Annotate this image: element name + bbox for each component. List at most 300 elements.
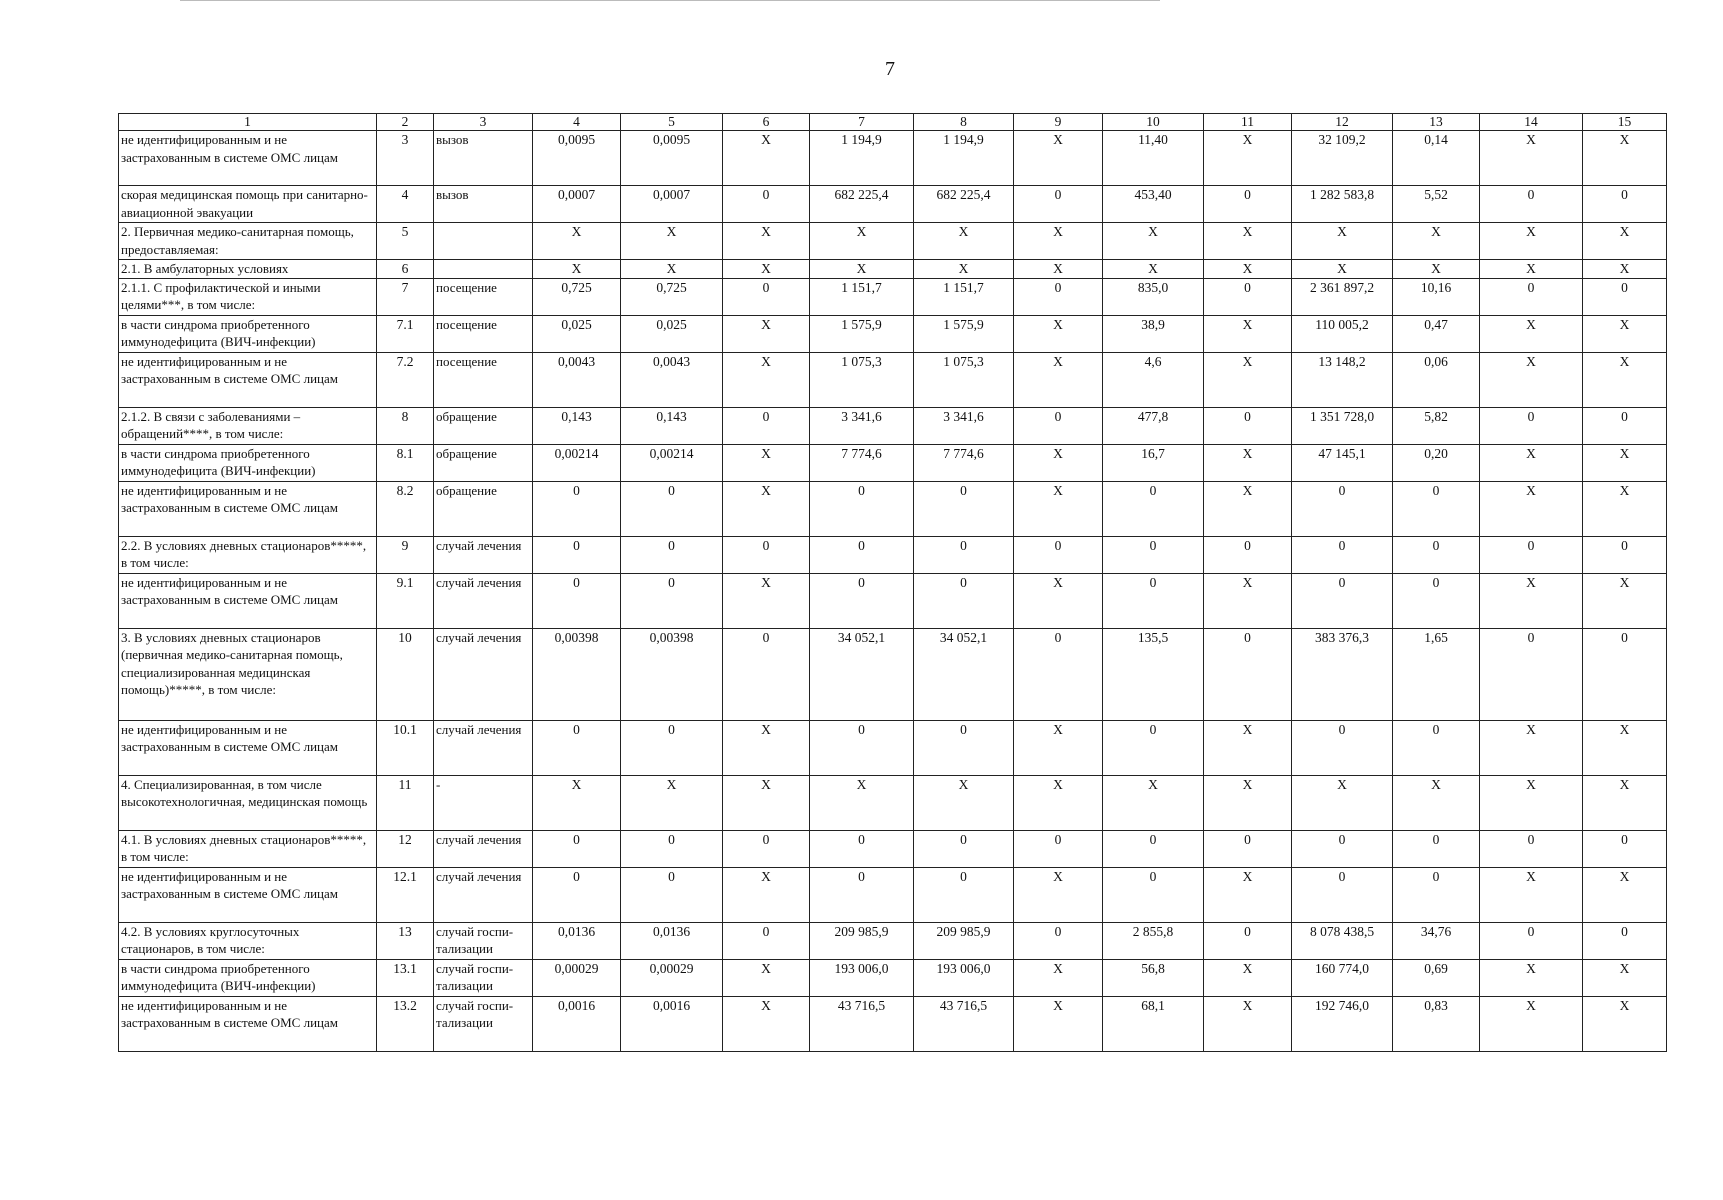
cell-col-12: 32 109,2 xyxy=(1292,131,1393,186)
row-unit: посещение xyxy=(434,315,533,352)
cell-col-8: X xyxy=(914,775,1014,830)
cell-col-9: 0 xyxy=(1014,922,1103,959)
cell-col-4: 0,0136 xyxy=(533,922,621,959)
cell-col-13: 5,82 xyxy=(1393,407,1480,444)
cell-col-10: 835,0 xyxy=(1103,278,1204,315)
cell-col-11: X xyxy=(1204,260,1292,279)
cell-col-14: X xyxy=(1480,959,1583,996)
cell-col-11: 0 xyxy=(1204,922,1292,959)
cell-col-5: 0,0043 xyxy=(621,352,723,407)
cell-col-4: 0,00214 xyxy=(533,444,621,481)
cell-col-8: 193 006,0 xyxy=(914,959,1014,996)
column-header-3: 3 xyxy=(434,114,533,131)
page-number: 7 xyxy=(885,58,895,80)
cell-col-6: X xyxy=(723,444,810,481)
row-unit: случай госпи-тализации xyxy=(434,959,533,996)
cell-col-4: 0,725 xyxy=(533,278,621,315)
cell-col-13: 5,52 xyxy=(1393,186,1480,223)
cell-col-7: 1 151,7 xyxy=(810,278,914,315)
cell-col-15: 0 xyxy=(1583,628,1667,720)
cell-col-8: 0 xyxy=(914,481,1014,536)
cell-col-7: 0 xyxy=(810,536,914,573)
cell-col-8: 3 341,6 xyxy=(914,407,1014,444)
cell-col-8: X xyxy=(914,260,1014,279)
cell-col-13: 0,14 xyxy=(1393,131,1480,186)
cell-col-8: 0 xyxy=(914,830,1014,867)
column-header-10: 10 xyxy=(1103,114,1204,131)
cell-col-7: 0 xyxy=(810,481,914,536)
cell-col-15: 0 xyxy=(1583,536,1667,573)
row-code: 9 xyxy=(377,536,434,573)
column-header-11: 11 xyxy=(1204,114,1292,131)
cell-col-11: X xyxy=(1204,573,1292,628)
cell-col-8: 0 xyxy=(914,720,1014,775)
cell-col-11: 0 xyxy=(1204,628,1292,720)
cell-col-15: X xyxy=(1583,996,1667,1051)
cell-col-14: X xyxy=(1480,481,1583,536)
cell-col-6: 0 xyxy=(723,407,810,444)
column-header-7: 7 xyxy=(810,114,914,131)
table-row xyxy=(119,444,1667,481)
row-name: 2. Первичная медико-санитарная помощь, предоставляемая: xyxy=(119,223,377,260)
row-code: 3 xyxy=(377,131,434,186)
row-unit: посещение xyxy=(434,278,533,315)
top-rule xyxy=(180,0,1160,1)
row-name: не идентифицированным и не застрахованным в системе ОМС лицам xyxy=(119,573,377,628)
cell-col-15: X xyxy=(1583,573,1667,628)
cell-col-4: 0 xyxy=(533,573,621,628)
column-header-13: 13 xyxy=(1393,114,1480,131)
cell-col-5: 0,00214 xyxy=(621,444,723,481)
cell-col-5: 0,725 xyxy=(621,278,723,315)
cell-col-8: 43 716,5 xyxy=(914,996,1014,1051)
cell-col-6: X xyxy=(723,996,810,1051)
row-name: 2.2. В условиях дневных стационаров*****, в том числе: xyxy=(119,536,377,573)
cell-col-15: X xyxy=(1583,867,1667,922)
row-unit: обращение xyxy=(434,444,533,481)
cell-col-14: 0 xyxy=(1480,628,1583,720)
cell-col-11: X xyxy=(1204,223,1292,260)
cell-col-15: X xyxy=(1583,775,1667,830)
cell-col-13: X xyxy=(1393,223,1480,260)
row-name: в части синдрома приобретенного иммунодефицита (ВИЧ-инфекции) xyxy=(119,315,377,352)
cell-col-7: 193 006,0 xyxy=(810,959,914,996)
cell-col-4: 0,0007 xyxy=(533,186,621,223)
column-header-14: 14 xyxy=(1480,114,1583,131)
table-row xyxy=(119,481,1667,536)
cell-col-4: X xyxy=(533,260,621,279)
cell-col-11: X xyxy=(1204,867,1292,922)
data-table xyxy=(118,113,1667,1052)
row-unit: вызов xyxy=(434,131,533,186)
cell-col-4: 0,143 xyxy=(533,407,621,444)
row-code: 12.1 xyxy=(377,867,434,922)
cell-col-12: 110 005,2 xyxy=(1292,315,1393,352)
cell-col-5: 0,00029 xyxy=(621,959,723,996)
cell-col-14: X xyxy=(1480,260,1583,279)
cell-col-8: 0 xyxy=(914,573,1014,628)
cell-col-10: 477,8 xyxy=(1103,407,1204,444)
cell-col-14: 0 xyxy=(1480,536,1583,573)
cell-col-9: X xyxy=(1014,959,1103,996)
cell-col-9: X xyxy=(1014,444,1103,481)
cell-col-5: 0,0095 xyxy=(621,131,723,186)
cell-col-11: X xyxy=(1204,315,1292,352)
cell-col-15: X xyxy=(1583,131,1667,186)
cell-col-11: 0 xyxy=(1204,186,1292,223)
cell-col-5: 0 xyxy=(621,720,723,775)
row-name: 3. В условиях дневных стационаров (первичная медико-санитарная помощь, специализированная медицинская помощь)*****, в том числе: xyxy=(119,628,377,720)
cell-col-4: 0,00029 xyxy=(533,959,621,996)
cell-col-9: 0 xyxy=(1014,830,1103,867)
cell-col-7: 1 575,9 xyxy=(810,315,914,352)
cell-col-13: 1,65 xyxy=(1393,628,1480,720)
row-code: 9.1 xyxy=(377,573,434,628)
table-row xyxy=(119,278,1667,315)
cell-col-6: X xyxy=(723,573,810,628)
cell-col-13: 34,76 xyxy=(1393,922,1480,959)
row-name: не идентифицированным и не застрахованным в системе ОМС лицам xyxy=(119,720,377,775)
cell-col-11: 0 xyxy=(1204,278,1292,315)
cell-col-6: 0 xyxy=(723,922,810,959)
cell-col-5: X xyxy=(621,260,723,279)
row-code: 8.2 xyxy=(377,481,434,536)
cell-col-5: X xyxy=(621,775,723,830)
cell-col-4: 0,00398 xyxy=(533,628,621,720)
cell-col-15: X xyxy=(1583,352,1667,407)
row-unit: случай лечения xyxy=(434,720,533,775)
cell-col-15: X xyxy=(1583,315,1667,352)
row-name: 4. Специализированная, в том числе высокотехнологичная, медицинская помощь xyxy=(119,775,377,830)
row-unit: посещение xyxy=(434,352,533,407)
cell-col-11: X xyxy=(1204,959,1292,996)
row-unit: случай лечения xyxy=(434,536,533,573)
cell-col-5: 0,00398 xyxy=(621,628,723,720)
cell-col-14: X xyxy=(1480,315,1583,352)
cell-col-15: X xyxy=(1583,481,1667,536)
cell-col-15: 0 xyxy=(1583,278,1667,315)
cell-col-9: X xyxy=(1014,223,1103,260)
cell-col-11: 0 xyxy=(1204,536,1292,573)
table-row xyxy=(119,775,1667,830)
row-name: 2.1. В амбулаторных условиях xyxy=(119,260,377,279)
cell-col-9: X xyxy=(1014,260,1103,279)
cell-col-10: X xyxy=(1103,775,1204,830)
cell-col-10: 0 xyxy=(1103,720,1204,775)
table-row xyxy=(119,959,1667,996)
cell-col-14: X xyxy=(1480,444,1583,481)
row-code: 13.2 xyxy=(377,996,434,1051)
cell-col-13: 0,06 xyxy=(1393,352,1480,407)
cell-col-6: X xyxy=(723,481,810,536)
table-row xyxy=(119,223,1667,260)
cell-col-7: X xyxy=(810,223,914,260)
column-header-12: 12 xyxy=(1292,114,1393,131)
cell-col-8: 1 575,9 xyxy=(914,315,1014,352)
table-body xyxy=(119,131,1667,1052)
row-unit: обращение xyxy=(434,481,533,536)
cell-col-7: 682 225,4 xyxy=(810,186,914,223)
cell-col-12: X xyxy=(1292,775,1393,830)
row-name: 2.1.2. В связи с заболеваниями – обращений****, в том числе: xyxy=(119,407,377,444)
cell-col-5: 0,025 xyxy=(621,315,723,352)
cell-col-14: 0 xyxy=(1480,922,1583,959)
cell-col-8: X xyxy=(914,223,1014,260)
row-code: 10.1 xyxy=(377,720,434,775)
cell-col-6: X xyxy=(723,352,810,407)
cell-col-10: 0 xyxy=(1103,573,1204,628)
cell-col-4: X xyxy=(533,223,621,260)
row-code: 8.1 xyxy=(377,444,434,481)
cell-col-4: 0 xyxy=(533,536,621,573)
cell-col-6: X xyxy=(723,959,810,996)
cell-col-11: X xyxy=(1204,352,1292,407)
row-code: 6 xyxy=(377,260,434,279)
cell-col-7: 34 052,1 xyxy=(810,628,914,720)
cell-col-15: X xyxy=(1583,260,1667,279)
cell-col-13: 0 xyxy=(1393,830,1480,867)
cell-col-14: 0 xyxy=(1480,830,1583,867)
cell-col-14: X xyxy=(1480,223,1583,260)
row-code: 5 xyxy=(377,223,434,260)
column-header-4: 4 xyxy=(533,114,621,131)
cell-col-10: 0 xyxy=(1103,830,1204,867)
cell-col-9: X xyxy=(1014,352,1103,407)
cell-col-10: 0 xyxy=(1103,867,1204,922)
cell-col-12: 0 xyxy=(1292,481,1393,536)
cell-col-14: X xyxy=(1480,131,1583,186)
cell-col-7: 0 xyxy=(810,573,914,628)
cell-col-14: X xyxy=(1480,352,1583,407)
cell-col-12: 1 282 583,8 xyxy=(1292,186,1393,223)
cell-col-9: X xyxy=(1014,481,1103,536)
cell-col-4: 0 xyxy=(533,830,621,867)
row-name: не идентифицированным и не застрахованным в системе ОМС лицам xyxy=(119,352,377,407)
cell-col-4: 0,025 xyxy=(533,315,621,352)
cell-col-10: 68,1 xyxy=(1103,996,1204,1051)
cell-col-11: X xyxy=(1204,444,1292,481)
cell-col-5: 0 xyxy=(621,830,723,867)
row-code: 11 xyxy=(377,775,434,830)
cell-col-9: X xyxy=(1014,131,1103,186)
row-unit: случай лечения xyxy=(434,573,533,628)
cell-col-5: 0,0007 xyxy=(621,186,723,223)
cell-col-12: X xyxy=(1292,223,1393,260)
row-name: не идентифицированным и не застрахованным в системе ОМС лицам xyxy=(119,996,377,1051)
column-header-15: 15 xyxy=(1583,114,1667,131)
cell-col-8: 34 052,1 xyxy=(914,628,1014,720)
cell-col-14: X xyxy=(1480,720,1583,775)
cell-col-9: X xyxy=(1014,867,1103,922)
cell-col-11: X xyxy=(1204,481,1292,536)
cell-col-9: X xyxy=(1014,720,1103,775)
cell-col-13: X xyxy=(1393,260,1480,279)
row-name: в части синдрома приобретенного иммунодефицита (ВИЧ-инфекции) xyxy=(119,444,377,481)
cell-col-10: 135,5 xyxy=(1103,628,1204,720)
cell-col-4: 0 xyxy=(533,867,621,922)
row-name: скорая медицинская помощь при санитарно-авиационной эвакуации xyxy=(119,186,377,223)
row-name: не идентифицированным и не застрахованным в системе ОМС лицам xyxy=(119,481,377,536)
cell-col-14: X xyxy=(1480,867,1583,922)
cell-col-14: 0 xyxy=(1480,407,1583,444)
cell-col-13: 0 xyxy=(1393,573,1480,628)
cell-col-13: X xyxy=(1393,775,1480,830)
row-code: 13.1 xyxy=(377,959,434,996)
cell-col-11: X xyxy=(1204,131,1292,186)
cell-col-14: X xyxy=(1480,775,1583,830)
row-code: 8 xyxy=(377,407,434,444)
cell-col-8: 1 075,3 xyxy=(914,352,1014,407)
table-row xyxy=(119,186,1667,223)
cell-col-12: 47 145,1 xyxy=(1292,444,1393,481)
cell-col-9: 0 xyxy=(1014,186,1103,223)
cell-col-9: 0 xyxy=(1014,407,1103,444)
table-row xyxy=(119,628,1667,720)
table-row xyxy=(119,315,1667,352)
cell-col-12: 0 xyxy=(1292,536,1393,573)
row-code: 7 xyxy=(377,278,434,315)
cell-col-10: X xyxy=(1103,260,1204,279)
cell-col-13: 0 xyxy=(1393,536,1480,573)
cell-col-4: 0 xyxy=(533,481,621,536)
row-unit: случай лечения xyxy=(434,628,533,720)
cell-col-7: 43 716,5 xyxy=(810,996,914,1051)
cell-col-9: X xyxy=(1014,573,1103,628)
cell-col-4: 0,0016 xyxy=(533,996,621,1051)
cell-col-6: X xyxy=(723,720,810,775)
cell-col-4: 0,0095 xyxy=(533,131,621,186)
cell-col-8: 682 225,4 xyxy=(914,186,1014,223)
cell-col-10: 0 xyxy=(1103,536,1204,573)
cell-col-15: 0 xyxy=(1583,186,1667,223)
cell-col-7: 1 075,3 xyxy=(810,352,914,407)
table-row xyxy=(119,830,1667,867)
cell-col-6: 0 xyxy=(723,278,810,315)
cell-col-11: X xyxy=(1204,996,1292,1051)
cell-col-13: 10,16 xyxy=(1393,278,1480,315)
cell-col-6: X xyxy=(723,223,810,260)
cell-col-12: 160 774,0 xyxy=(1292,959,1393,996)
cell-col-15: 0 xyxy=(1583,830,1667,867)
cell-col-12: 192 746,0 xyxy=(1292,996,1393,1051)
cell-col-8: 1 151,7 xyxy=(914,278,1014,315)
cell-col-13: 0,83 xyxy=(1393,996,1480,1051)
cell-col-7: 3 341,6 xyxy=(810,407,914,444)
column-header-6: 6 xyxy=(723,114,810,131)
cell-col-6: 0 xyxy=(723,628,810,720)
cell-col-5: 0 xyxy=(621,573,723,628)
cell-col-10: X xyxy=(1103,223,1204,260)
cell-col-6: 0 xyxy=(723,830,810,867)
table-row xyxy=(119,867,1667,922)
table-row xyxy=(119,260,1667,279)
table-row xyxy=(119,922,1667,959)
cell-col-5: 0 xyxy=(621,481,723,536)
table-row xyxy=(119,536,1667,573)
row-code: 10 xyxy=(377,628,434,720)
cell-col-9: 0 xyxy=(1014,536,1103,573)
cell-col-8: 0 xyxy=(914,536,1014,573)
row-code: 13 xyxy=(377,922,434,959)
cell-col-13: 0,20 xyxy=(1393,444,1480,481)
cell-col-9: X xyxy=(1014,775,1103,830)
row-unit: вызов xyxy=(434,186,533,223)
column-header-5: 5 xyxy=(621,114,723,131)
cell-col-7: 209 985,9 xyxy=(810,922,914,959)
cell-col-12: 0 xyxy=(1292,830,1393,867)
cell-col-13: 0,69 xyxy=(1393,959,1480,996)
cell-col-13: 0 xyxy=(1393,720,1480,775)
row-unit: обращение xyxy=(434,407,533,444)
cell-col-13: 0 xyxy=(1393,867,1480,922)
cell-col-8: 7 774,6 xyxy=(914,444,1014,481)
cell-col-10: 0 xyxy=(1103,481,1204,536)
row-code: 4 xyxy=(377,186,434,223)
cell-col-14: X xyxy=(1480,573,1583,628)
cell-col-15: X xyxy=(1583,720,1667,775)
cell-col-10: 38,9 xyxy=(1103,315,1204,352)
cell-col-6: X xyxy=(723,131,810,186)
cell-col-10: 2 855,8 xyxy=(1103,922,1204,959)
cell-col-5: X xyxy=(621,223,723,260)
column-header-1: 1 xyxy=(119,114,377,131)
column-header-2: 2 xyxy=(377,114,434,131)
cell-col-12: 0 xyxy=(1292,867,1393,922)
row-code: 7.1 xyxy=(377,315,434,352)
cell-col-7: 0 xyxy=(810,830,914,867)
cell-col-15: 0 xyxy=(1583,922,1667,959)
cell-col-7: 1 194,9 xyxy=(810,131,914,186)
table-row xyxy=(119,573,1667,628)
cell-col-12: 13 148,2 xyxy=(1292,352,1393,407)
row-unit: случай госпи-тализации xyxy=(434,922,533,959)
table-row xyxy=(119,996,1667,1051)
cell-col-4: 0,0043 xyxy=(533,352,621,407)
cell-col-14: X xyxy=(1480,996,1583,1051)
cell-col-10: 453,40 xyxy=(1103,186,1204,223)
row-name: не идентифицированным и не застрахованным в системе ОМС лицам xyxy=(119,131,377,186)
cell-col-13: 0,47 xyxy=(1393,315,1480,352)
table-row xyxy=(119,720,1667,775)
cell-col-5: 0 xyxy=(621,867,723,922)
cell-col-11: 0 xyxy=(1204,830,1292,867)
cell-col-4: 0 xyxy=(533,720,621,775)
cell-col-10: 11,40 xyxy=(1103,131,1204,186)
cell-col-15: 0 xyxy=(1583,407,1667,444)
cell-col-6: X xyxy=(723,775,810,830)
row-unit: случай госпи-тализации xyxy=(434,996,533,1051)
cell-col-5: 0,0136 xyxy=(621,922,723,959)
cell-col-7: 0 xyxy=(810,867,914,922)
cell-col-12: 0 xyxy=(1292,720,1393,775)
cell-col-7: X xyxy=(810,775,914,830)
cell-col-5: 0 xyxy=(621,536,723,573)
row-name: 4.2. В условиях круглосуточных стационаров, в том числе: xyxy=(119,922,377,959)
cell-col-11: X xyxy=(1204,775,1292,830)
cell-col-15: X xyxy=(1583,959,1667,996)
table-row xyxy=(119,407,1667,444)
cell-col-7: X xyxy=(810,260,914,279)
cell-col-14: 0 xyxy=(1480,278,1583,315)
cell-col-11: 0 xyxy=(1204,407,1292,444)
cell-col-12: X xyxy=(1292,260,1393,279)
cell-col-6: X xyxy=(723,315,810,352)
cell-col-9: X xyxy=(1014,315,1103,352)
cell-col-12: 1 351 728,0 xyxy=(1292,407,1393,444)
column-header-8: 8 xyxy=(914,114,1014,131)
cell-col-6: 0 xyxy=(723,536,810,573)
cell-col-10: 16,7 xyxy=(1103,444,1204,481)
